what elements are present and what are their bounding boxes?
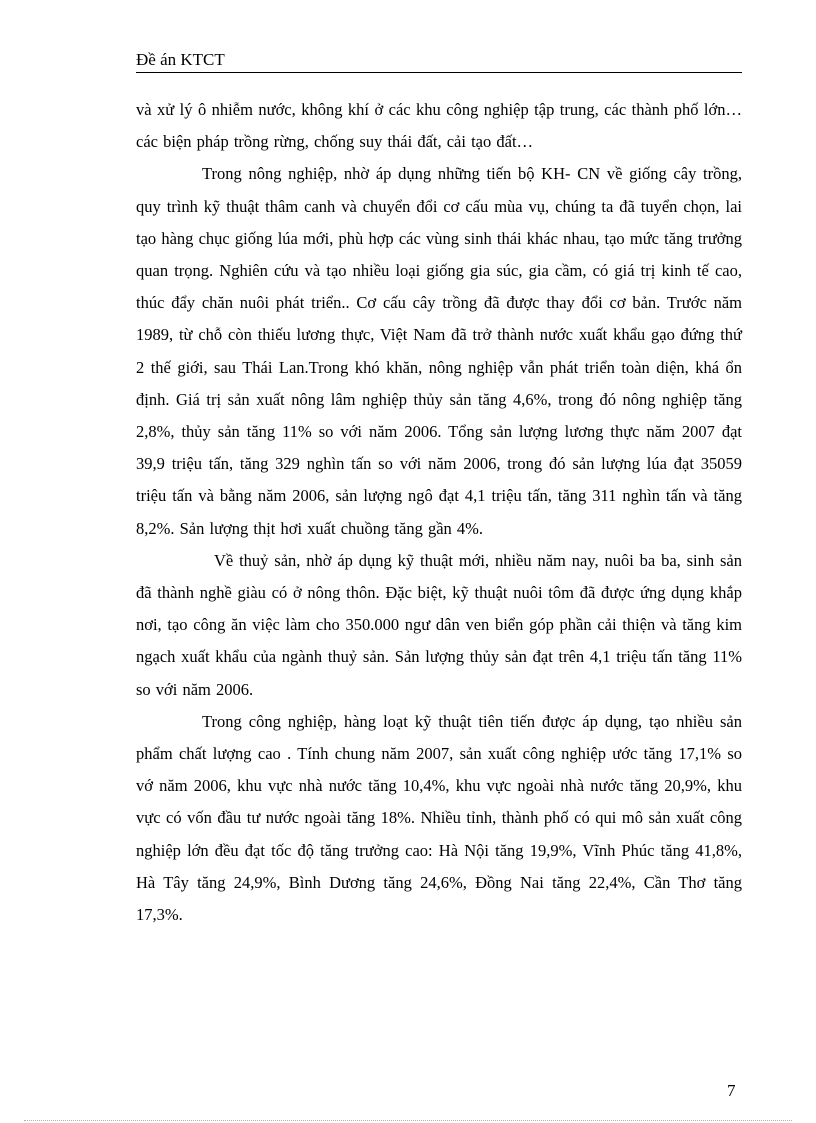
paragraph-agriculture: Trong nông nghiệp, nhờ áp dụng những tiến bộ KH- CN về giống cây trồng, quy trình kỹ thuật thâm canh và chuyển đổi cơ cấu mùa vụ, chúng ta đã tuyển chọn, lai tạo hàng chục giống lúa mới, phù hợp các vùng sinh thái khác nhau, tạo mức tăng trưởng quan trọng. Nghiên cứu và tạo nhiều loại giống gia súc, gia cầm, có giá trị kinh tế cao, thúc đẩy chăn nuôi phát triển.. Cơ cấu cây trồng đã được thay đổi cơ bản. Trước năm 1989, từ chỗ còn thiếu lương thực, Việt Nam đã trở thành nước xuất khẩu gạo đứng thứ 2 thế giới, sau Thái Lan.Trong khó khăn, nông nghiệp vẫn phát triển toàn diện, khá ổn định. Giá trị sản xuất nông lâm nghiệp thủy sản tăng 4,6%, trong đó nông nghiệp tăng 2,8%, thủy sản tăng 11% so với năm 2006. Tổng sản lượng lương thực năm 2007 đạt 39,9 triệu tấn, tăng 329 nghìn tấn so với năm 2006, trong đó sản lượng lúa đạt 35059 triệu tấn và bằng năm 2006, sản lượng ngô đạt 4,1 triệu tấn, tăng 311 nghìn tấn và tăng 8,2%. Sản lượng thịt hơi xuất chuồng tăng gần 4%.	[136, 164, 742, 538]
document-body	[136, 94, 742, 931]
page-bottom-divider	[24, 1120, 792, 1121]
paragraph-fisheries: Về thuỷ sản, nhờ áp dụng kỹ thuật mới, nhiều năm nay, nuôi ba ba, sinh sản đã thành nghề giàu có ở nông thôn. Đặc biệt, kỹ thuật nuôi tôm đã được ứng dụng khắp nơi, tạo công ăn việc làm cho 350.000 ngư dân ven biển góp phần cải thiện và tăng kim ngạch xuất khẩu của ngành thuỷ sản. Sản lượng thủy sản đạt trên 4,1 triệu tấn tăng 11% so với năm 2006.	[136, 550, 742, 699]
page-header	[136, 50, 742, 73]
page-number: 7	[727, 1081, 736, 1100]
header-title: Đề án KTCT	[136, 50, 225, 69]
paragraph-industry: Trong công nghiệp, hàng loạt kỹ thuật tiên tiến được áp dụng, tạo nhiều sản phẩm chất lượng cao . Tính chung năm 2007, sản xuất công nghiệp ước tăng 17,1% so vớ năm 2006, khu vực nhà nước tăng 10,4%, khu vực ngoài nhà nước tăng 20,9%, khu vực có vốn đầu tư nước ngoài tăng 18%. Nhiều tỉnh, thành phố có qui mô sản xuất công nghiệp lớn đều đạt tốc độ tăng trưởng cao: Hà Nội tăng 19,9%, Vĩnh Phúc tăng 41,8%, Hà Tây tăng 24,9%, Bình Dương tăng 24,6%, Đồng Nai tăng 22,4%, Cần Thơ tăng 17,3%.	[136, 711, 742, 925]
paragraph-continuation: và xử lý ô nhiễm nước, không khí ở các khu công nghiệp tập trung, các thành phố lớn… các biện pháp trồng rừng, chống suy thái đất, cải tạo đất…	[136, 100, 742, 152]
